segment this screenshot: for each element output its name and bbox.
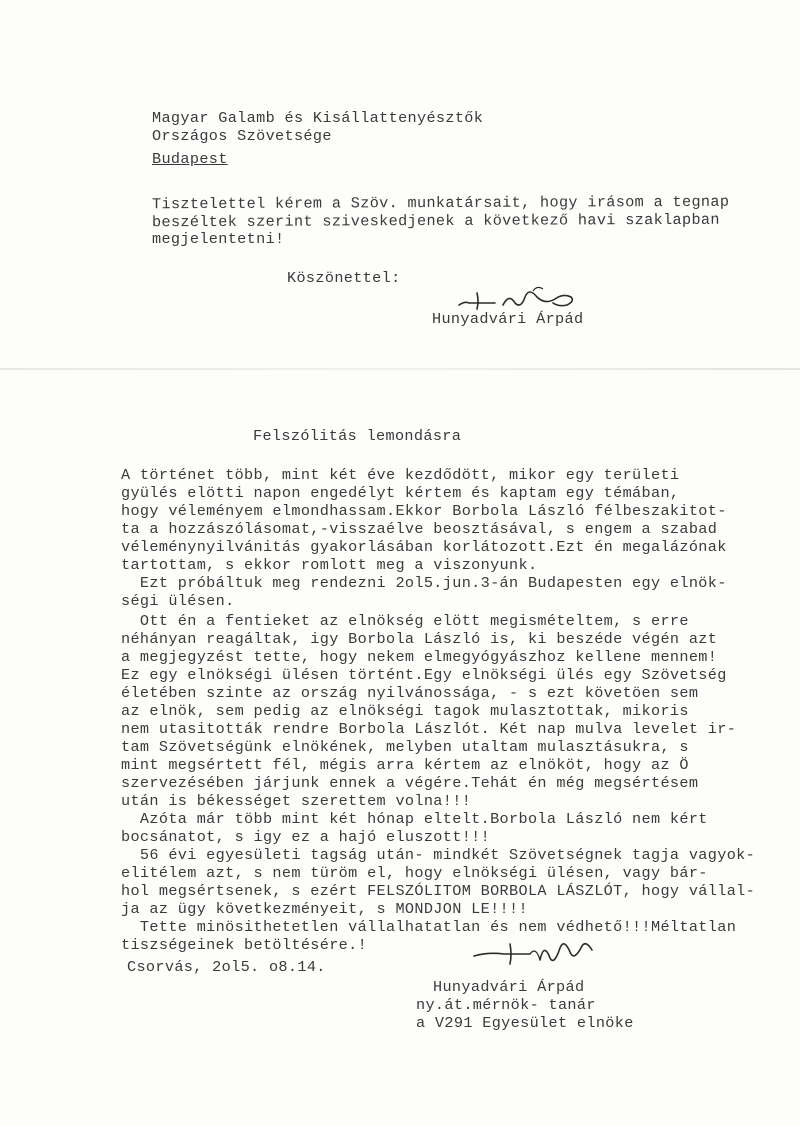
article-line: életében szinte az ország nyilvánossága, - s ezt követöen sem <box>121 684 699 702</box>
cover-note-line: megjelentetni! <box>152 230 285 248</box>
article-line: Ez egy elnökségi ülésen történt.Egy elnökségi ülés egy Szövetség <box>121 666 727 684</box>
article-title: Felszólitás lemondásra <box>253 427 462 445</box>
article-line: gyülés elötti napon engedélyt kértem és kaptam egy témában, <box>121 484 680 502</box>
article-line: A történet több, mint két éve kezdődött, mikor egy területi <box>121 466 680 484</box>
article-line: tam Szövetségünk elnökének, melyben utaltam mulasztásukra, s <box>121 738 689 756</box>
article-line: véleménynyilvánitás gyakorlásában korlátozott.Ezt én megalázónak <box>121 538 727 556</box>
article-line: mint megsértett fél, mégis arra kértem az elnököt, hogy az Ö <box>121 756 689 774</box>
article-line: ségi ülésen. <box>121 592 235 610</box>
article-line: ja az ügy következményeit, s MONDJON LE!!!! <box>121 900 528 918</box>
recipient-city: Budapest <box>152 150 228 168</box>
recipient-line-1: Magyar Galamb és Kisállattenyésztők <box>152 109 484 127</box>
article-line: 56 évi egyesületi tagság után- mindkét Szövetségnek tagja vagyok- <box>121 846 756 864</box>
paper-fold-line <box>0 368 800 370</box>
article-line: hol megsértsenek, s ezért FELSZÓLITOM BORBOLA LÁSZLÓT, hogy vállal- <box>121 882 756 900</box>
article-line: a megjegyzést tette, hogy nekem elmegyógyászhoz kellene mennem! <box>121 648 718 666</box>
article-line: nem utasitották rendre Borbola Lászlót. Két nap mulva levelet ir- <box>121 720 737 738</box>
thanks-text: Köszönettel: <box>287 269 401 287</box>
article-line: ta a hozzászólásomat,-visszaélve beosztásával, s engem a szabad <box>121 520 718 538</box>
cover-note-line: beszéltek szerint sziveskedjenek a következő havi szaklapban <box>151 210 720 232</box>
article-date: Csorvás, 2ol5. o8.14. <box>127 958 326 976</box>
article-line: elitélem azt, s nem türöm el, hogy elnökségi ülésen, vagy bár- <box>121 864 708 882</box>
cover-signer-name: Hunyadvári Árpád <box>432 310 584 328</box>
signature-title: ny.át.mérnök- tanár <box>416 996 596 1014</box>
article-line: bocsánatot, s igy ez a hajó eluszott!!! <box>121 828 491 846</box>
recipient-line-2: Országos Szövetsége <box>152 127 332 145</box>
article-line: Azóta már több mint két hónap eltelt.Borbola László nem kért <box>121 810 708 828</box>
article-line: Tette minösithetetlen vállalhatatlan és nem védhető!!!Méltatlan <box>121 918 737 936</box>
article-line: hogy véleményem elmondhassam.Ekkor Borbola László félbeszakitot- <box>121 502 727 520</box>
article-line: tiszségeinek betöltésére.! <box>121 936 368 954</box>
cover-note-line: Tisztelettel kérem a Szöv. munkatársait, hogy irásom a tegnap <box>151 192 730 214</box>
article-line: néhányan reagáltak, igy Borbola László is, ki beszéde végén azt <box>121 630 718 648</box>
signature-name: Hunyadvári Árpád <box>433 978 585 996</box>
article-line: Ott én a fentieket az elnökség elött megismételtem, s erre <box>121 612 689 630</box>
article-line: tartottam, s ekkor romlott meg a viszonyunk. <box>121 556 538 574</box>
article-line: szervezésében járjunk ennek a végére.Tehát én még megsértésem <box>121 774 699 792</box>
article-line: Ezt próbáltuk meg rendezni 2ol5.jun.3-án Budapesten egy elnök- <box>121 574 727 592</box>
signature-organization: a V291 Egyesület elnöke <box>416 1014 634 1032</box>
article-line: után is békességet szerettem volna!!! <box>121 792 472 810</box>
article-line: az elnök, sem pedig az elnökségi tagok mulasztottak, mikoris <box>121 702 689 720</box>
signature-image-2 <box>470 936 610 970</box>
